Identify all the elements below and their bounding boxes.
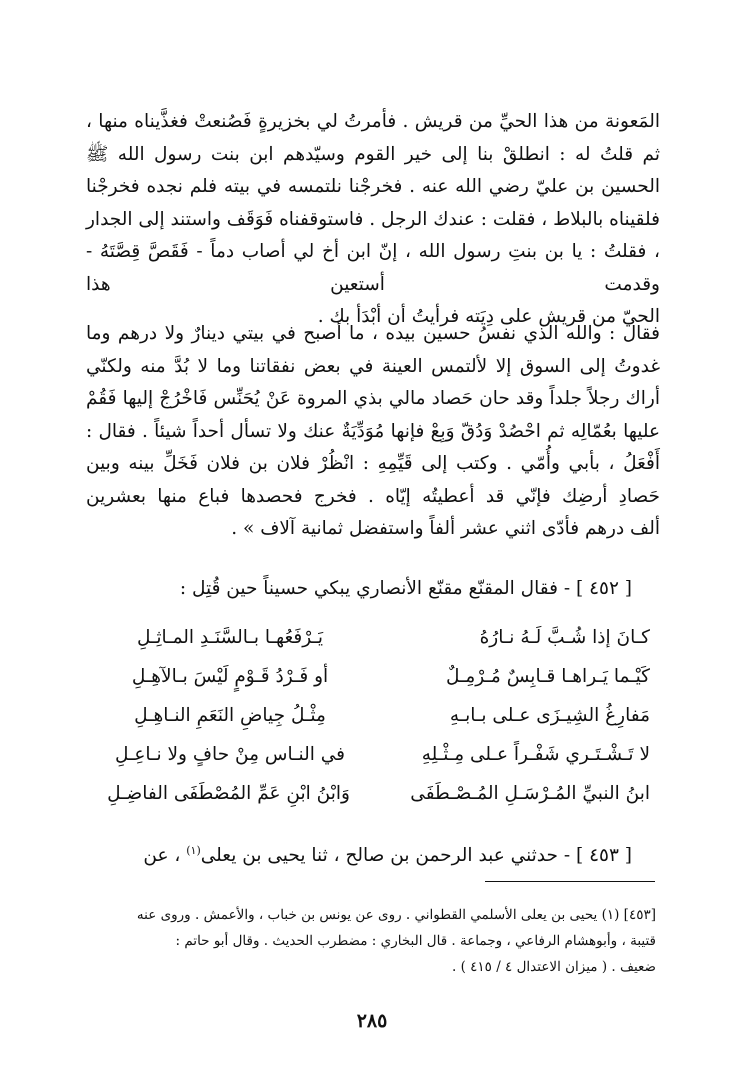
verse-second-hemistich: وَابْنُ ابْنِ عَمِّ المُصْطَفَى الفاضِـلِ — [107, 783, 350, 804]
verse-second-hemistich: أو فَـرْدُ قَـوْمٍ لَيْسَ بـالآهِـلِ — [131, 666, 329, 687]
footnote — [86, 902, 656, 980]
text-line: أراك رجلاً جلداً وقد حان حَصاد مالي بذي المروة عَنْ يُحَنِّس فَاخْرُجْ إليها فَقُمْ — [86, 388, 660, 409]
text-line: الحيّ من قريش على دِيَته فرأيتُ أن أبْدَأ بك . — [317, 306, 660, 327]
verse-first-hemistich: كَيْـما يَـراهـا قـابِسٌ مُـرْمِـلٌ — [445, 666, 650, 687]
poem-verse — [110, 696, 650, 735]
text-line: المَعونة من هذا الحيِّ من قريش . فأمرتُ لي بخزيرةٍ فَصُنعتْ فغذَّيناه منها ، ثم — [86, 111, 660, 165]
text-line: ألف درهم فأدّى اثني عشر ألفاً واستفضل ثمانية آلاف » . — [231, 518, 660, 539]
section-heading-452: [ ٤٥٢ ] - فقال المقنّع مقنّع الأنصاري يبكي حسيناً حين قُتِل : — [179, 578, 632, 599]
footnote-line: ضعيف . ( ميزان الاعتدال ٤ / ٤١٥ ) . — [452, 959, 656, 975]
verse-second-hemistich: يَـرْفَعُهـا بـالسَّنَـدِ المـاثِـلِ — [136, 627, 324, 648]
paragraph-1 — [86, 106, 660, 334]
text-line: فقال : والله الذي نفسُ حسين بيده ، ما أصبح في بيتي دينارٌ ولا درهم — [117, 323, 660, 344]
footnote-line: [٤٥٣] (١) يحيى بن يعلى الأسلمي القطواني . روى عن يونس بن خباب ، والأعمش . وروى عنه — [136, 907, 656, 923]
verse-first-hemistich: لا تَـشْـتَـري شَفْـراً عـلى مِـثْـلِهِ — [421, 744, 650, 765]
poem-verse — [110, 735, 650, 774]
verse-first-hemistich: ابنُ النبيِّ المُـرْسَـلِ المُـصْـطَفَى — [410, 783, 650, 804]
poem — [107, 618, 650, 813]
poem-verse — [107, 774, 650, 813]
text-line: وما غدوتُ إلى السوق إلا لألتمس العينة في بعض نفقاتنا وما لا بُدَّ منه ولكنّي — [86, 323, 660, 377]
text-line: قلتُ له : انطلقْ بنا إلى خير القوم وسيّدهم ابن بنت رسول الله ﷺ الحسين بن — [86, 143, 660, 197]
footnote-ref[interactable]: (١) — [186, 844, 201, 857]
paragraph-2 — [86, 318, 660, 546]
poem-verse — [110, 657, 650, 696]
verse-first-hemistich: كـانَ إذا شُـبَّ لَـهُ نـارُهُ — [479, 627, 650, 648]
text-line: عليّ رضي الله عنه . فخرجْنا نلتمسه في بيته فلم نجده فخرجْنا فلقيناه بالبلاط ، — [86, 176, 660, 230]
verse-first-hemistich: مَفارِغُ الشِيـزَى عـلى بـابـهِ — [449, 705, 650, 726]
footnote-divider — [485, 881, 655, 882]
text-line: وبين حَصادِ أرضِك فإنّي قد أعطيتُه إيّاه . فخرج فحصدها فباع منها بعشرين — [86, 453, 660, 507]
section-heading-453 — [86, 836, 660, 871]
verse-second-hemistich: في النـاس مِنْ حافٍ ولا نـاعِـلِ — [114, 744, 346, 765]
verse-second-hemistich: مِثْـلُ جِياضِ النَعَمِ النـاهِـلِ — [134, 705, 326, 726]
text-line: فقال : أَفْعَلُ ، بأبي وأُمّي . وكتب إلى قَيِّمِهِ : انْظُرْ فلان بن فلان فَخَلِّ بينه — [86, 420, 660, 474]
footnote-line: قتيبة ، وأبوهشام الرفاعي ، وجماعة . قال البخاري : مضطرب الحديث . وقال أبو حاتم : — [175, 933, 656, 949]
text-line: فقلت : عندك الرجل . فاستوقفناه فَوَقَف واستند إلى الجدار ، فقلتُ : يا بن — [86, 208, 660, 262]
text-line: بنتِ رسول الله ، إنّ ابن أخ لي أصاب دماً - فَقَصَّ قِصَّتَهُ - وقدمت أستعين هذا — [86, 241, 660, 295]
page-number: ٢٨٥ — [356, 1010, 388, 1032]
heading-453-text: [ ٤٥٣ ] - حدثني عبد الرحمن بن صالح ، ثنا يحيى بن يعلى — [200, 845, 632, 867]
poem-verse — [110, 618, 650, 657]
heading-453-tail: ، عن — [143, 845, 181, 867]
text-line: عليها بعُمّالِه ثم احْصُدْ وَدُقّ وَبِعْ فإنها مُوَدِّيَةٌ عنك ولا تسأل أحداً شيئاً . — [142, 420, 660, 442]
